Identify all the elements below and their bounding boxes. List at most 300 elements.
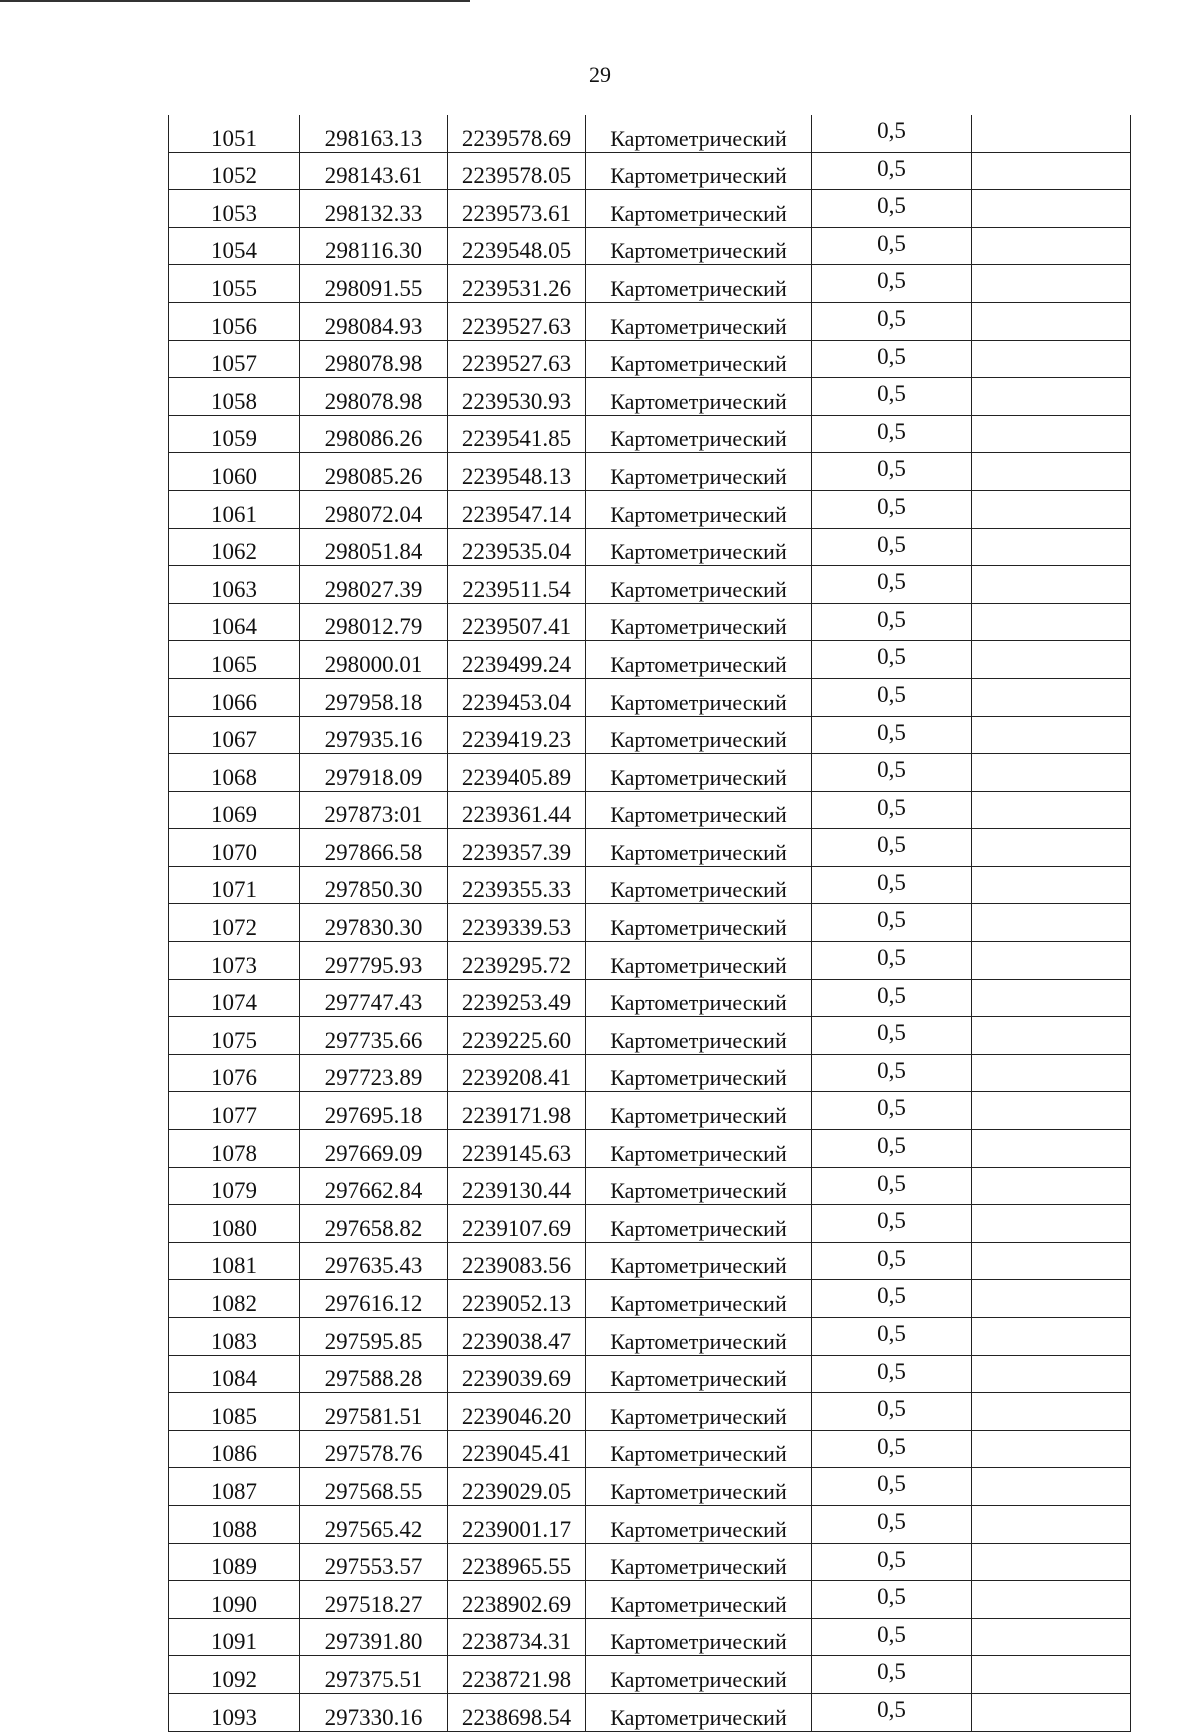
method-cell: Картометрический: [586, 829, 812, 867]
table-row: [169, 1393, 1131, 1431]
y-coordinate-cell: 2239547.14: [448, 490, 586, 528]
table-row: [169, 678, 1131, 716]
accuracy-cell: 0,5: [812, 866, 972, 904]
y-coordinate-cell: 2239083.56: [448, 1242, 586, 1280]
accuracy-cell: 0,5: [812, 791, 972, 829]
note-cell: [972, 415, 1131, 453]
y-coordinate-cell: 2239541.85: [448, 415, 586, 453]
table-row: [169, 829, 1131, 867]
point-number-cell: 1082: [169, 1280, 300, 1318]
x-coordinate-cell: 298027.39: [300, 566, 448, 604]
note-cell: [972, 1242, 1131, 1280]
y-coordinate-cell: 2239361.44: [448, 791, 586, 829]
note-cell: [972, 115, 1131, 152]
accuracy-cell: 0,5: [812, 754, 972, 792]
accuracy-cell: 0,5: [812, 603, 972, 641]
note-cell: [972, 791, 1131, 829]
note-cell: [972, 190, 1131, 228]
note-cell: [972, 1618, 1131, 1656]
x-coordinate-cell: 297873:01: [300, 791, 448, 829]
note-cell: [972, 1581, 1131, 1619]
x-coordinate-cell: 298078.98: [300, 378, 448, 416]
y-coordinate-cell: 2239171.98: [448, 1092, 586, 1130]
note-cell: [972, 1167, 1131, 1205]
note-cell: [972, 1468, 1131, 1506]
method-cell: Картометрический: [586, 1430, 812, 1468]
x-coordinate-cell: 297658.82: [300, 1205, 448, 1243]
method-cell: Картометрический: [586, 979, 812, 1017]
table-row: [169, 378, 1131, 416]
point-number-cell: 1058: [169, 378, 300, 416]
y-coordinate-cell: 2238698.54: [448, 1693, 586, 1731]
method-cell: Картометрический: [586, 190, 812, 228]
y-coordinate-cell: 2239295.72: [448, 942, 586, 980]
x-coordinate-cell: 298051.84: [300, 528, 448, 566]
point-number-cell: 1065: [169, 641, 300, 679]
method-cell: Картометрический: [586, 1393, 812, 1431]
accuracy-cell: 0,5: [812, 1318, 972, 1356]
method-cell: Картометрический: [586, 603, 812, 641]
y-coordinate-cell: 2238902.69: [448, 1581, 586, 1619]
x-coordinate-cell: 298086.26: [300, 415, 448, 453]
method-cell: Картометрический: [586, 152, 812, 190]
point-number-cell: 1088: [169, 1505, 300, 1543]
method-cell: Картометрический: [586, 1505, 812, 1543]
point-number-cell: 1086: [169, 1430, 300, 1468]
x-coordinate-cell: 297635.43: [300, 1242, 448, 1280]
y-coordinate-cell: 2239527.63: [448, 302, 586, 340]
accuracy-cell: 0,5: [812, 378, 972, 416]
y-coordinate-cell: 2239535.04: [448, 528, 586, 566]
point-number-cell: 1053: [169, 190, 300, 228]
y-coordinate-cell: 2239548.13: [448, 453, 586, 491]
accuracy-cell: 0,5: [812, 453, 972, 491]
x-coordinate-cell: 297795.93: [300, 942, 448, 980]
point-number-cell: 1062: [169, 528, 300, 566]
y-coordinate-cell: 2239507.41: [448, 603, 586, 641]
accuracy-cell: 0,5: [812, 115, 972, 152]
point-number-cell: 1093: [169, 1693, 300, 1731]
note-cell: [972, 678, 1131, 716]
note-cell: [972, 1130, 1131, 1168]
method-cell: Картометрический: [586, 227, 812, 265]
method-cell: Картометрический: [586, 1581, 812, 1619]
accuracy-cell: 0,5: [812, 1092, 972, 1130]
note-cell: [972, 1092, 1131, 1130]
method-cell: Картометрический: [586, 528, 812, 566]
method-cell: Картометрический: [586, 1543, 812, 1581]
note-cell: [972, 754, 1131, 792]
accuracy-cell: 0,5: [812, 1130, 972, 1168]
y-coordinate-cell: 2239548.05: [448, 227, 586, 265]
method-cell: Картометрический: [586, 1054, 812, 1092]
table-row: [169, 152, 1131, 190]
table-row: [169, 754, 1131, 792]
method-cell: Картометрический: [586, 302, 812, 340]
x-coordinate-cell: 297565.42: [300, 1505, 448, 1543]
table-row: [169, 1092, 1131, 1130]
table-row: [169, 1430, 1131, 1468]
method-cell: Картометрический: [586, 1693, 812, 1731]
point-number-cell: 1083: [169, 1318, 300, 1356]
note-cell: [972, 227, 1131, 265]
point-number-cell: 1068: [169, 754, 300, 792]
note-cell: [972, 378, 1131, 416]
point-number-cell: 1075: [169, 1017, 300, 1055]
accuracy-cell: 0,5: [812, 1242, 972, 1280]
x-coordinate-cell: 297553.57: [300, 1543, 448, 1581]
note-cell: [972, 866, 1131, 904]
table-row: [169, 528, 1131, 566]
note-cell: [972, 904, 1131, 942]
y-coordinate-cell: 2239029.05: [448, 1468, 586, 1506]
y-coordinate-cell: 2239001.17: [448, 1505, 586, 1543]
accuracy-cell: 0,5: [812, 1355, 972, 1393]
point-number-cell: 1092: [169, 1656, 300, 1694]
note-cell: [972, 716, 1131, 754]
x-coordinate-cell: 297518.27: [300, 1581, 448, 1619]
accuracy-cell: 0,5: [812, 1656, 972, 1694]
point-number-cell: 1052: [169, 152, 300, 190]
x-coordinate-cell: 298012.79: [300, 603, 448, 641]
point-number-cell: 1077: [169, 1092, 300, 1130]
y-coordinate-cell: 2239531.26: [448, 265, 586, 303]
accuracy-cell: 0,5: [812, 1581, 972, 1619]
table-row: [169, 1205, 1131, 1243]
y-coordinate-cell: 2238965.55: [448, 1543, 586, 1581]
accuracy-cell: 0,5: [812, 415, 972, 453]
table-row: [169, 979, 1131, 1017]
table-row: [169, 791, 1131, 829]
note-cell: [972, 1393, 1131, 1431]
x-coordinate-cell: 297850.30: [300, 866, 448, 904]
x-coordinate-cell: 298132.33: [300, 190, 448, 228]
y-coordinate-cell: 2239208.41: [448, 1054, 586, 1092]
method-cell: Картометрический: [586, 866, 812, 904]
x-coordinate-cell: 297391.80: [300, 1618, 448, 1656]
table-row: [169, 490, 1131, 528]
point-number-cell: 1063: [169, 566, 300, 604]
point-number-cell: 1079: [169, 1167, 300, 1205]
method-cell: Картометрический: [586, 1130, 812, 1168]
y-coordinate-cell: 2239107.69: [448, 1205, 586, 1243]
x-coordinate-cell: 297330.16: [300, 1693, 448, 1731]
x-coordinate-cell: 297669.09: [300, 1130, 448, 1168]
point-number-cell: 1078: [169, 1130, 300, 1168]
point-number-cell: 1085: [169, 1393, 300, 1431]
x-coordinate-cell: 297578.76: [300, 1430, 448, 1468]
accuracy-cell: 0,5: [812, 1468, 972, 1506]
accuracy-cell: 0,5: [812, 1505, 972, 1543]
x-coordinate-cell: 297588.28: [300, 1355, 448, 1393]
note-cell: [972, 1318, 1131, 1356]
method-cell: Картометрический: [586, 1656, 812, 1694]
accuracy-cell: 0,5: [812, 1543, 972, 1581]
point-number-cell: 1072: [169, 904, 300, 942]
point-number-cell: 1074: [169, 979, 300, 1017]
accuracy-cell: 0,5: [812, 979, 972, 1017]
x-coordinate-cell: 297935.16: [300, 716, 448, 754]
top-rule: [0, 0, 470, 2]
x-coordinate-cell: 297616.12: [300, 1280, 448, 1318]
point-number-cell: 1051: [169, 115, 300, 152]
point-number-cell: 1071: [169, 866, 300, 904]
note-cell: [972, 1693, 1131, 1731]
x-coordinate-cell: 297723.89: [300, 1054, 448, 1092]
point-number-cell: 1070: [169, 829, 300, 867]
table-row: [169, 1355, 1131, 1393]
note-cell: [972, 603, 1131, 641]
note-cell: [972, 340, 1131, 378]
method-cell: Картометрический: [586, 1205, 812, 1243]
x-coordinate-cell: 297662.84: [300, 1167, 448, 1205]
x-coordinate-cell: 298091.55: [300, 265, 448, 303]
point-number-cell: 1061: [169, 490, 300, 528]
table-row: [169, 1242, 1131, 1280]
note-cell: [972, 528, 1131, 566]
y-coordinate-cell: 2239339.53: [448, 904, 586, 942]
accuracy-cell: 0,5: [812, 678, 972, 716]
y-coordinate-cell: 2239045.41: [448, 1430, 586, 1468]
table-row: [169, 1280, 1131, 1318]
point-number-cell: 1069: [169, 791, 300, 829]
accuracy-cell: 0,5: [812, 340, 972, 378]
accuracy-cell: 0,5: [812, 1205, 972, 1243]
table-row: [169, 265, 1131, 303]
method-cell: Картометрический: [586, 1318, 812, 1356]
note-cell: [972, 453, 1131, 491]
accuracy-cell: 0,5: [812, 1167, 972, 1205]
table-row: [169, 1017, 1131, 1055]
y-coordinate-cell: 2239578.05: [448, 152, 586, 190]
x-coordinate-cell: 297375.51: [300, 1656, 448, 1694]
method-cell: Картометрический: [586, 1092, 812, 1130]
y-coordinate-cell: 2239253.49: [448, 979, 586, 1017]
table-row: [169, 1618, 1131, 1656]
method-cell: Картометрический: [586, 942, 812, 980]
accuracy-cell: 0,5: [812, 1430, 972, 1468]
method-cell: Картометрический: [586, 1242, 812, 1280]
point-number-cell: 1081: [169, 1242, 300, 1280]
point-number-cell: 1080: [169, 1205, 300, 1243]
note-cell: [972, 942, 1131, 980]
note-cell: [972, 979, 1131, 1017]
coordinates-table: [168, 115, 1131, 1732]
method-cell: Картометрический: [586, 566, 812, 604]
coordinates-table-body: [169, 115, 1131, 1731]
note-cell: [972, 265, 1131, 303]
table-row: [169, 1693, 1131, 1731]
point-number-cell: 1056: [169, 302, 300, 340]
y-coordinate-cell: 2239355.33: [448, 866, 586, 904]
note-cell: [972, 1205, 1131, 1243]
method-cell: Картометрический: [586, 754, 812, 792]
table-row: [169, 1054, 1131, 1092]
note-cell: [972, 152, 1131, 190]
point-number-cell: 1066: [169, 678, 300, 716]
note-cell: [972, 829, 1131, 867]
accuracy-cell: 0,5: [812, 1280, 972, 1318]
point-number-cell: 1089: [169, 1543, 300, 1581]
table-row: [169, 1130, 1131, 1168]
y-coordinate-cell: 2239530.93: [448, 378, 586, 416]
method-cell: Картометрический: [586, 490, 812, 528]
table-row: [169, 1581, 1131, 1619]
note-cell: [972, 1017, 1131, 1055]
method-cell: Картометрический: [586, 1167, 812, 1205]
accuracy-cell: 0,5: [812, 152, 972, 190]
y-coordinate-cell: 2239573.61: [448, 190, 586, 228]
method-cell: Картометрический: [586, 415, 812, 453]
method-cell: Картометрический: [586, 1618, 812, 1656]
point-number-cell: 1067: [169, 716, 300, 754]
x-coordinate-cell: 298000.01: [300, 641, 448, 679]
table-row: [169, 603, 1131, 641]
y-coordinate-cell: 2239578.69: [448, 115, 586, 152]
method-cell: Картометрический: [586, 340, 812, 378]
y-coordinate-cell: 2239419.23: [448, 716, 586, 754]
x-coordinate-cell: 298078.98: [300, 340, 448, 378]
y-coordinate-cell: 2239527.63: [448, 340, 586, 378]
x-coordinate-cell: 297830.30: [300, 904, 448, 942]
point-number-cell: 1076: [169, 1054, 300, 1092]
note-cell: [972, 1054, 1131, 1092]
accuracy-cell: 0,5: [812, 302, 972, 340]
point-number-cell: 1059: [169, 415, 300, 453]
accuracy-cell: 0,5: [812, 227, 972, 265]
x-coordinate-cell: 297958.18: [300, 678, 448, 716]
table-row: [169, 566, 1131, 604]
y-coordinate-cell: 2238734.31: [448, 1618, 586, 1656]
table-row: [169, 340, 1131, 378]
table-row: [169, 1167, 1131, 1205]
method-cell: Картометрический: [586, 378, 812, 416]
x-coordinate-cell: 297581.51: [300, 1393, 448, 1431]
x-coordinate-cell: 297735.66: [300, 1017, 448, 1055]
table-row: [169, 190, 1131, 228]
method-cell: Картометрический: [586, 453, 812, 491]
accuracy-cell: 0,5: [812, 1054, 972, 1092]
x-coordinate-cell: 298116.30: [300, 227, 448, 265]
x-coordinate-cell: 297568.55: [300, 1468, 448, 1506]
y-coordinate-cell: 2239038.47: [448, 1318, 586, 1356]
y-coordinate-cell: 2239499.24: [448, 641, 586, 679]
accuracy-cell: 0,5: [812, 190, 972, 228]
table-row: [169, 641, 1131, 679]
point-number-cell: 1060: [169, 453, 300, 491]
table-row: [169, 453, 1131, 491]
table-row: [169, 115, 1131, 152]
accuracy-cell: 0,5: [812, 265, 972, 303]
accuracy-cell: 0,5: [812, 1618, 972, 1656]
note-cell: [972, 1543, 1131, 1581]
x-coordinate-cell: 298084.93: [300, 302, 448, 340]
y-coordinate-cell: 2239130.44: [448, 1167, 586, 1205]
x-coordinate-cell: 297595.85: [300, 1318, 448, 1356]
x-coordinate-cell: 298163.13: [300, 115, 448, 152]
point-number-cell: 1054: [169, 227, 300, 265]
y-coordinate-cell: 2239453.04: [448, 678, 586, 716]
table-row: [169, 1656, 1131, 1694]
y-coordinate-cell: 2238721.98: [448, 1656, 586, 1694]
method-cell: Картометрический: [586, 904, 812, 942]
point-number-cell: 1091: [169, 1618, 300, 1656]
method-cell: Картометрический: [586, 791, 812, 829]
table-row: [169, 716, 1131, 754]
x-coordinate-cell: 298143.61: [300, 152, 448, 190]
page-number: 29: [589, 62, 611, 87]
point-number-cell: 1084: [169, 1355, 300, 1393]
x-coordinate-cell: 297747.43: [300, 979, 448, 1017]
accuracy-cell: 0,5: [812, 716, 972, 754]
accuracy-cell: 0,5: [812, 904, 972, 942]
table-row: [169, 1318, 1131, 1356]
table-row: [169, 415, 1131, 453]
note-cell: [972, 302, 1131, 340]
method-cell: Картометрический: [586, 1280, 812, 1318]
y-coordinate-cell: 2239145.63: [448, 1130, 586, 1168]
point-number-cell: 1064: [169, 603, 300, 641]
accuracy-cell: 0,5: [812, 829, 972, 867]
table-row: [169, 1505, 1131, 1543]
note-cell: [972, 1355, 1131, 1393]
table-row: [169, 227, 1131, 265]
method-cell: Картометрический: [586, 641, 812, 679]
point-number-cell: 1073: [169, 942, 300, 980]
table-row: [169, 866, 1131, 904]
accuracy-cell: 0,5: [812, 942, 972, 980]
table-row: [169, 1543, 1131, 1581]
accuracy-cell: 0,5: [812, 566, 972, 604]
y-coordinate-cell: 2239511.54: [448, 566, 586, 604]
table-row: [169, 1468, 1131, 1506]
note-cell: [972, 641, 1131, 679]
y-coordinate-cell: 2239052.13: [448, 1280, 586, 1318]
method-cell: Картометрический: [586, 1355, 812, 1393]
method-cell: Картометрический: [586, 115, 812, 152]
accuracy-cell: 0,5: [812, 1393, 972, 1431]
point-number-cell: 1087: [169, 1468, 300, 1506]
method-cell: Картометрический: [586, 1017, 812, 1055]
y-coordinate-cell: 2239039.69: [448, 1355, 586, 1393]
table-row: [169, 302, 1131, 340]
accuracy-cell: 0,5: [812, 1017, 972, 1055]
note-cell: [972, 566, 1131, 604]
method-cell: Картометрический: [586, 678, 812, 716]
x-coordinate-cell: 298085.26: [300, 453, 448, 491]
x-coordinate-cell: 298072.04: [300, 490, 448, 528]
accuracy-cell: 0,5: [812, 528, 972, 566]
table-row: [169, 904, 1131, 942]
method-cell: Картометрический: [586, 265, 812, 303]
accuracy-cell: 0,5: [812, 1693, 972, 1731]
point-number-cell: 1055: [169, 265, 300, 303]
note-cell: [972, 1656, 1131, 1694]
method-cell: Картометрический: [586, 1468, 812, 1506]
method-cell: Картометрический: [586, 716, 812, 754]
y-coordinate-cell: 2239046.20: [448, 1393, 586, 1431]
point-number-cell: 1090: [169, 1581, 300, 1619]
point-number-cell: 1057: [169, 340, 300, 378]
table-row: [169, 942, 1131, 980]
note-cell: [972, 490, 1131, 528]
note-cell: [972, 1280, 1131, 1318]
y-coordinate-cell: 2239405.89: [448, 754, 586, 792]
x-coordinate-cell: 297695.18: [300, 1092, 448, 1130]
x-coordinate-cell: 297918.09: [300, 754, 448, 792]
accuracy-cell: 0,5: [812, 490, 972, 528]
y-coordinate-cell: 2239225.60: [448, 1017, 586, 1055]
